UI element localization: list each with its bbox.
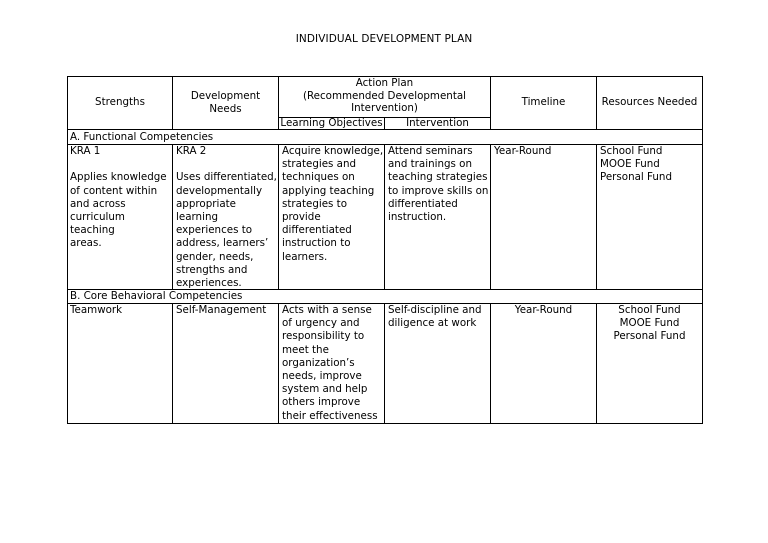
section-b-timeline: Year-Round <box>514 304 573 316</box>
header-resources-needed-label: Resources Needed <box>601 96 698 109</box>
header-resources-needed <box>597 77 702 129</box>
section-a-resources: School Fund MOOE Fund Personal Fund <box>600 145 672 184</box>
section-a-timeline: Year-Round <box>494 145 552 157</box>
section-b-resources: School Fund MOOE Fund Personal Fund <box>613 304 686 343</box>
header-intervention: Intervention <box>406 117 469 129</box>
section-b-intervention: Self-discipline and diligence at work <box>388 304 482 330</box>
header-development-needs <box>173 77 278 129</box>
section-a-learning-objectives: Acquire knowledge, strategies and techniques on applying teaching strategies to provide differentiated instruction to learners. <box>282 145 384 263</box>
section-a-strengths: KRA 1 Applies knowledge of content within and across curriculum teaching areas. <box>70 145 167 250</box>
section-b-development-needs: Self-Management <box>176 304 267 316</box>
header-strengths <box>68 77 172 129</box>
header-action-plan: Action Plan (Recommended Developmental Intervention) <box>302 77 467 115</box>
section-b-strengths: Teamwork <box>70 304 123 316</box>
section-a-intervention: Attend seminars and trainings on teaching strategies to improve skills on differentiated instruction. <box>388 145 489 224</box>
header-strengths-label: Strengths <box>95 96 145 109</box>
section-a-label: A. Functional Competencies <box>70 131 214 143</box>
header-timeline <box>491 77 596 129</box>
section-a-development-needs: KRA 2 Uses differentiated, developmentally appropriate learning experiences to address, learners’ gender, needs, strengths and experiences. <box>176 145 277 289</box>
document-title: INDIVIDUAL DEVELOPMENT PLAN <box>295 33 473 45</box>
section-b-label: B. Core Behavioral Competencies <box>70 290 243 302</box>
header-timeline-label: Timeline <box>521 96 566 109</box>
header-learning-objectives: Learning Objectives <box>280 117 383 129</box>
section-b-learning-objectives: Acts with a sense of urgency and responsibility to meet the organization’s needs, improve system and help others improve their effectiveness <box>282 304 378 422</box>
header-development-needs-label: Development Needs <box>190 89 261 115</box>
